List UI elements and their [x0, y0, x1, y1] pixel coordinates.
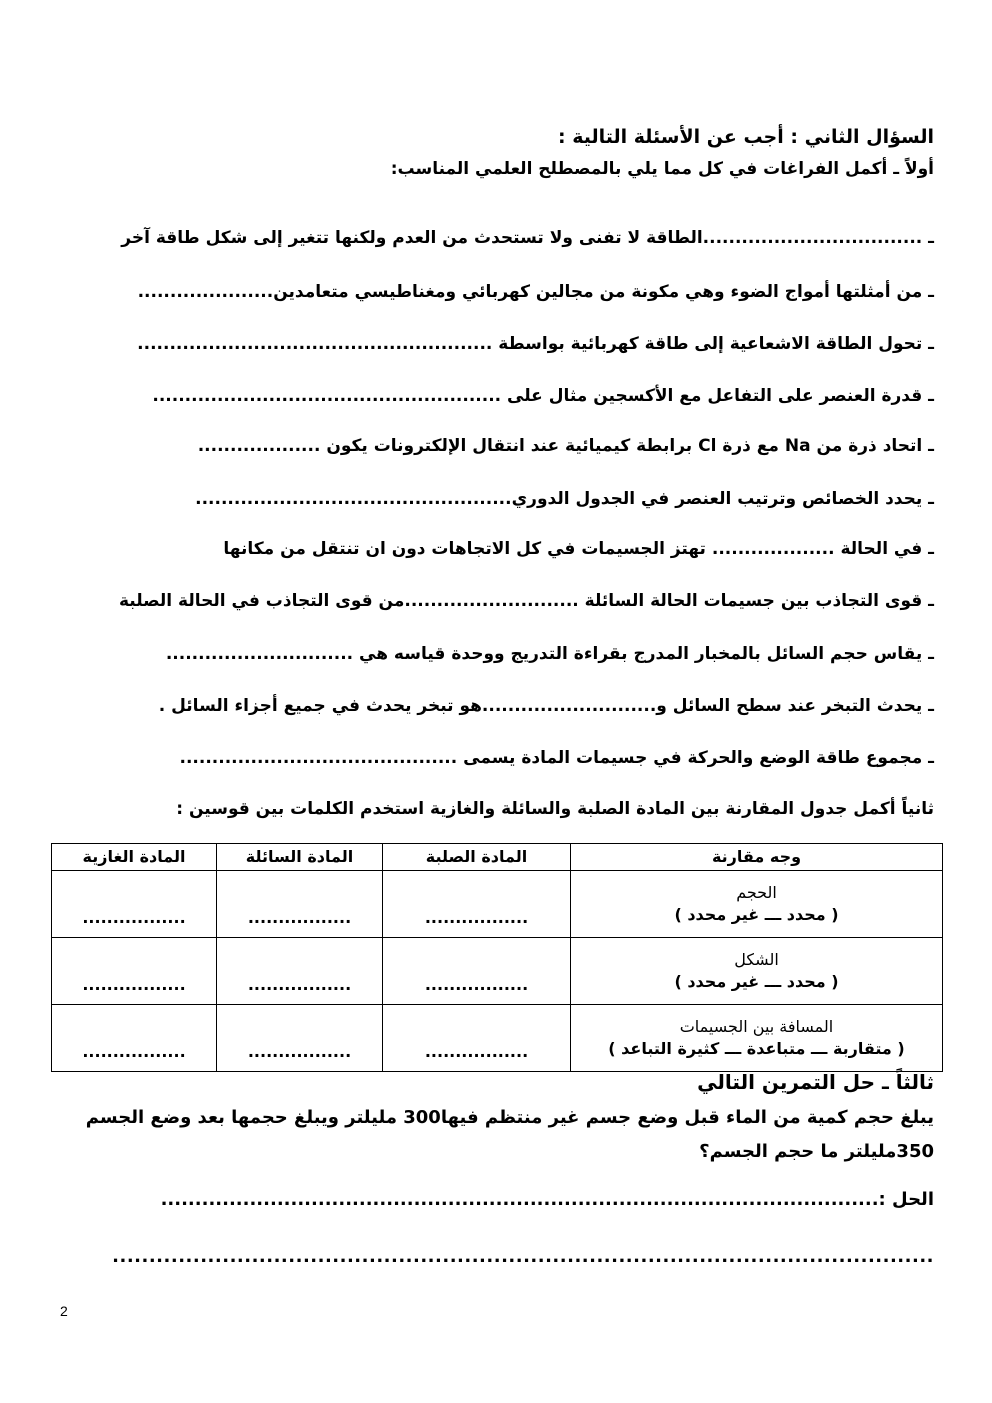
- aspect-options: ( محدد ـــ غير محدد ): [674, 905, 839, 924]
- exercise-line-1: يبلغ حجم كمية من الماء قبل وضع جسم غير منتظم فيها300 مليلتر ويبلغ حجمها بعد وضع الجسم: [85, 1107, 934, 1128]
- fill-item-3: ـ تحول الطاقة الاشعاعية إلى طاقة كهربائية بواسطة .......................................................: [137, 334, 934, 354]
- aspect-cell: [571, 1005, 943, 1072]
- fill-item-7: ـ في الحالة ................... تهتز الجسيمات في كل الاتجاهات دون ان تنتقل من مكانها: [223, 539, 934, 559]
- blank-cell-solid[interactable]: .................: [383, 1005, 571, 1072]
- header-solid: المادة الصلبة: [383, 844, 571, 871]
- blank-cell-solid[interactable]: .................: [383, 938, 571, 1005]
- fill-item-2: ـ من أمثلتها أمواج الضوء وهي مكونة من مجالين كهربائي ومغناطيسي متعامدين.....................: [137, 282, 934, 302]
- fill-item-11: ـ مجموع طاقة الوضع والحركة في جسيمات المادة يسمى ...........................................: [179, 748, 934, 768]
- blank-cell-solid[interactable]: .................: [383, 871, 571, 938]
- header-liquid: المادة السائلة: [217, 844, 383, 871]
- table-row: [52, 938, 943, 1005]
- fill-item-8: ـ قوى التجاذب بين جسيمات الحالة السائلة ...........................من قوى التجاذب في الحالة الصلبة: [118, 591, 934, 611]
- blank-cell-gas[interactable]: .................: [52, 1005, 217, 1072]
- aspect-label: الحجم: [736, 883, 777, 902]
- blank-cell-gas[interactable]: .................: [52, 871, 217, 938]
- table-row: [52, 871, 943, 938]
- header-aspect: وجه مقارنة: [571, 844, 943, 871]
- fill-item-6: ـ يحدد الخصائص وترتيب العنصر في الجدول الدوري.................................................: [195, 489, 934, 509]
- exercise-heading: ثالثاً ـ حل التمرين التالي: [697, 1070, 934, 1094]
- fill-item-10: ـ يحدث التبخر عند سطح السائل و...........................هو تبخر يحدث في جميع أجزاء السائل .: [158, 696, 934, 716]
- fill-item-4: ـ قدرة العنصر على التفاعل مع الأكسجين مثال على ......................................................: [152, 386, 934, 406]
- question-title: السؤال الثاني : أجب عن الأسئلة التالية :: [557, 126, 934, 148]
- solution-line[interactable]: الحل :.........................................................................................................: [160, 1189, 934, 1210]
- part2-heading: ثانياً أكمل جدول المقارنة بين المادة الصلبة والسائلة والغازية استخدم الكلمات بين قوسين :: [176, 799, 934, 819]
- header-gas: المادة الغازية: [52, 844, 217, 871]
- exercise-line-2: 350مليلتر ما حجم الجسم؟: [699, 1141, 934, 1162]
- page-number: 2: [60, 1303, 68, 1319]
- fill-item-1: ـ ..................................الطاقة لا تفنى ولا تستحدث من العدم ولكنها تتغير إلى شكل طاقة آخر: [121, 228, 934, 248]
- blank-cell-liquid[interactable]: .................: [217, 1005, 383, 1072]
- blank-cell-liquid[interactable]: .................: [217, 871, 383, 938]
- solution-line-2[interactable]: ................................................................................................................: [112, 1246, 934, 1267]
- fill-item-9: ـ يقاس حجم السائل بالمخبار المدرج بقراءة التدريج ووحدة قياسه هي .............................: [165, 644, 934, 664]
- aspect-cell: [571, 938, 943, 1005]
- table-header-row: [52, 844, 943, 871]
- blank-cell-liquid[interactable]: .................: [217, 938, 383, 1005]
- aspect-label: المسافة بين الجسيمات: [679, 1017, 834, 1036]
- table-row: [52, 1005, 943, 1072]
- aspect-cell: [571, 871, 943, 938]
- aspect-options: ( متقاربة ـــ متباعدة ـــ كثيرة التباعد ): [608, 1039, 905, 1058]
- comparison-table: [51, 843, 943, 1072]
- blank-cell-gas[interactable]: .................: [52, 938, 217, 1005]
- part1-heading: أولاً ـ أكمل الفراغات في كل مما يلي بالمصطلح العلمي المناسب:: [390, 159, 934, 179]
- aspect-options: ( محدد ـــ غير محدد ): [674, 972, 839, 991]
- fill-item-5: ـ اتحاد ذرة من Na مع ذرة Cl برابطة كيميائية عند انتقال الإلكترونات يكون ...................: [197, 436, 934, 456]
- aspect-label: الشكل: [734, 950, 779, 969]
